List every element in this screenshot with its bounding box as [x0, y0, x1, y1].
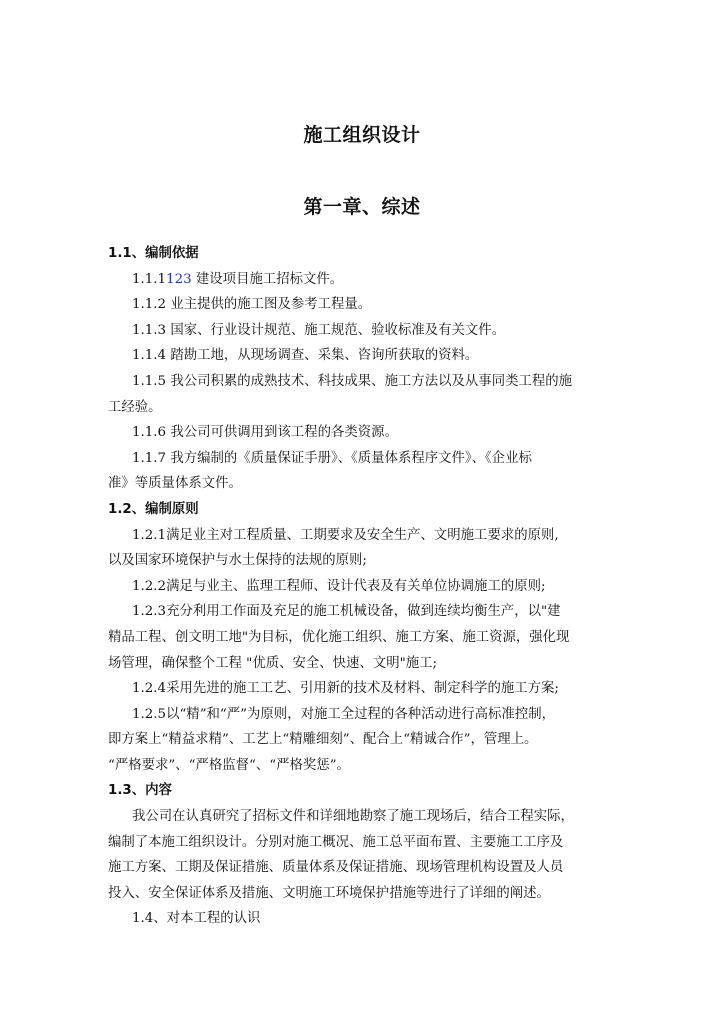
highlighted-text: 123 [166, 271, 192, 287]
principle-1-2-4: 1.2.4采用先进的施工工艺、引用新的技术及材料、制定科学的施工方案; [132, 681, 559, 697]
content-paragraph-line-3: 施工方案、工期及保证措施、质量体系及保证措施、现场管理机构设置及人员 [108, 860, 564, 876]
list-item-1-1-5-line-2: 工经验。 [108, 399, 162, 415]
list-item-1-1-6: 1.1.6 我公司可供调用到该工程的各类资源。 [132, 425, 398, 441]
principle-1-2-3-line-3: 场管理，确保整个工程 "优质、安全、快速、文明"施工; [108, 655, 438, 671]
principle-1-2-1-line-2: 以及国家环境保护与水土保持的法规的原则; [108, 553, 367, 569]
principle-1-2-2: 1.2.2满足与业主、监理工程师、设计代表及有关单位协调施工的原则; [132, 578, 546, 594]
content-paragraph-line-4: 投入、安全保证体系及措施、文明施工环境保护措施等进行了详细的阐述。 [108, 885, 550, 901]
list-item-1-1-7-line-2: 准》等质量体系文件。 [108, 476, 242, 492]
item-text: 建设项目施工招标文件。 [195, 271, 344, 287]
principle-1-2-3-line-2: 精品工程、创文明工地"为目标，优化施工组织、施工方案、施工资源，强化现 [108, 629, 570, 645]
chapter-title: 第一章、综述 [303, 196, 421, 218]
section-heading-1-4: 1.4、对本工程的认识 [132, 911, 261, 927]
principle-1-2-5-line-1: 1.2.5以“精”和“严”为原则，对施工全过程的各种活动进行高标准控制， [132, 706, 555, 722]
list-item-1-1-7-line-1: 1.1.7 我方编制的《质量保证手册》、《质量体系程序文件》、《企业标 [132, 450, 532, 466]
list-item-1-1-3: 1.1.3 国家、行业设计规范、施工规范、验收标准及有关文件。 [132, 322, 506, 338]
list-item-1-1-2: 1.1.2 业主提供的施工图及参考工程量。 [132, 297, 372, 313]
document-title: 施工组织设计 [303, 124, 421, 146]
item-number: 1.1.1 [132, 271, 167, 287]
content-paragraph-line-2: 编制了本施工组织设计。分别对施工概况、施工总平面布置、主要施工工序及 [108, 834, 564, 850]
section-heading-1-3: 1.3、内容 [108, 783, 172, 799]
document-body [108, 241, 628, 932]
list-item-1-1-5-line-1: 1.1.5 我公司积累的成熟技术、科技成果、施工方法以及从事同类工程的施 [132, 373, 573, 389]
list-item-1-1-4: 1.1.4 踏勘工地，从现场调查、采集、咨询所获取的资料。 [132, 348, 479, 364]
principle-1-2-5-line-3: “严格要求”、“严格监督“、“严格奖惩”。 [108, 757, 350, 773]
list-item-1-1-1 [108, 267, 628, 293]
section-heading-1-2: 1.2、编制原则 [108, 501, 199, 517]
section-heading-1-1: 1.1、编制依据 [108, 246, 199, 261]
principle-1-2-1-line-1: 1.2.1满足业主对工程质量、工期要求及安全生产、文明施工要求的原则, [132, 527, 559, 543]
content-paragraph-line-1: 我公司在认真研究了招标文件和详细地勘察了施工现场后，结合工程实际， [132, 809, 574, 825]
principle-1-2-5-line-2: 即方案上“精益求精”、工艺上“精雕细刻”、配合上“精诚合作”，管理上。 [108, 732, 538, 748]
principle-1-2-3-line-1: 1.2.3充分利用工作面及充足的施工机械设备，做到连续均衡生产，以"建 [132, 604, 561, 620]
